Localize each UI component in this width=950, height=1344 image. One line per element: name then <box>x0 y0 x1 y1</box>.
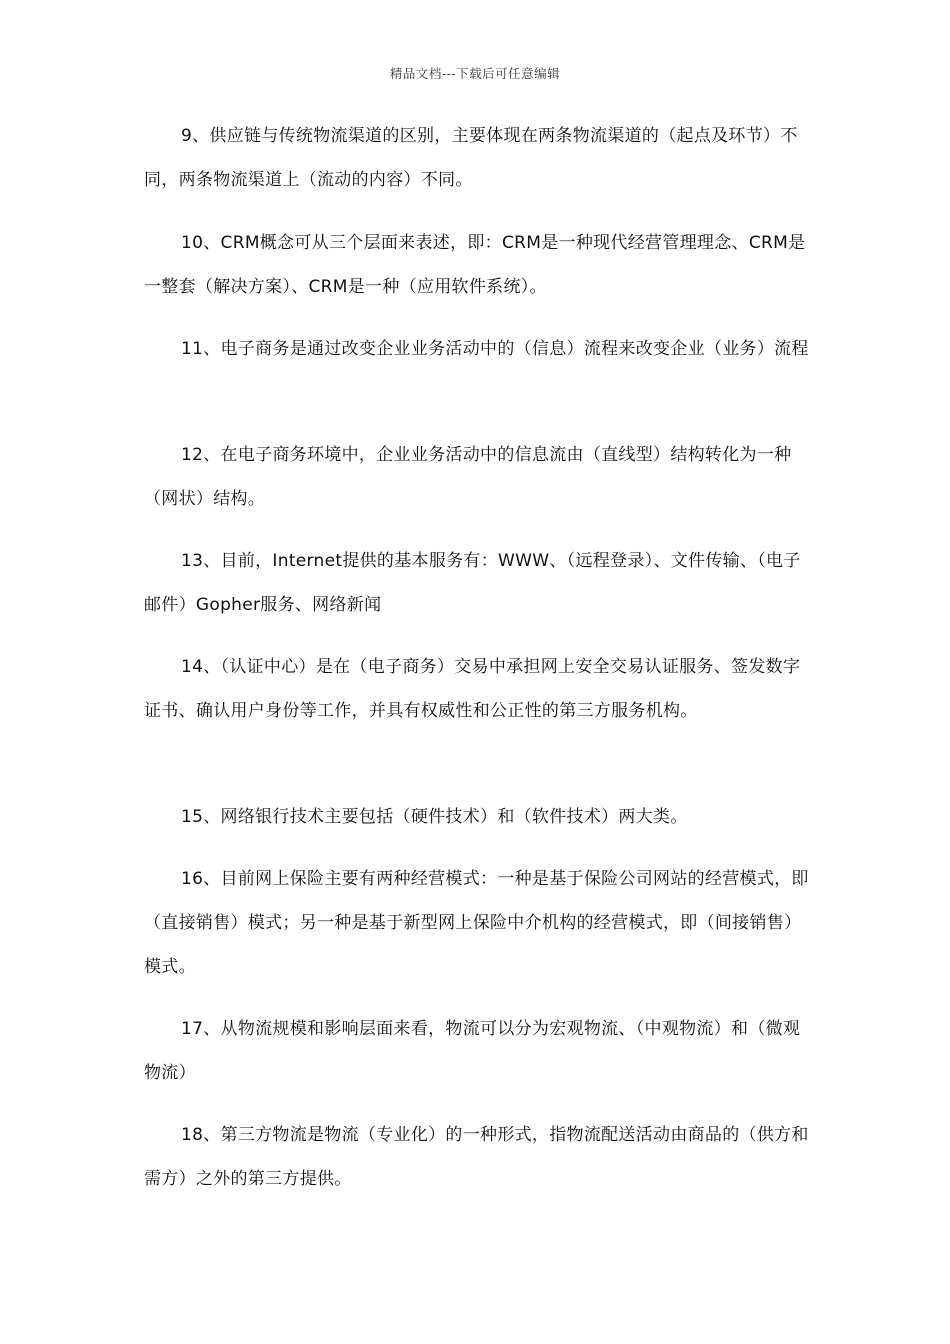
paragraph-12: 12、在电子商务环境中，企业业务活动中的信息流由（直线型）结构转化为一种（网状）结构。 <box>144 445 792 509</box>
paragraph-10: 10、CRM概念可从三个层面来表述，即：CRM是一种现代经营管理理念、CRM是一整套（解决方案）、CRM是一种（应用软件系统）。 <box>144 233 806 297</box>
paragraph-14: 14、（认证中心）是在（电子商务）交易中承担网上安全交易认证服务、签发数字证书、确认用户身份等工作，并具有权威性和公正性的第三方服务机构。 <box>144 657 801 721</box>
paragraph-13: 13、目前，Internet提供的基本服务有：WWW、（远程登录）、文件传输、（电子邮件）Gopher服务、网络新闻 <box>144 551 801 615</box>
paragraph-11: 11、电子商务是通过改变企业业务活动中的（信息）流程来改变企业（业务）流程 <box>181 339 809 359</box>
paragraph-15: 15、网络银行技术主要包括（硬件技术）和（软件技术）两大类。 <box>181 807 688 827</box>
page-header: 精品文档---下载后可任意编辑 <box>389 66 561 81</box>
paragraph-16: 16、目前网上保险主要有两种经营模式：一种是基于保险公司网站的经营模式，即（直接销售）模式；另一种是基于新型网上保险中介机构的经营模式，即（间接销售）模式。 <box>144 869 809 977</box>
paragraph-17: 17、从物流规模和影响层面来看，物流可以分为宏观物流、（中观物流）和（微观物流） <box>144 1019 801 1083</box>
paragraph-18: 18、第三方物流是物流（专业化）的一种形式，指物流配送活动由商品的（供方和需方）之外的第三方提供。 <box>144 1125 809 1189</box>
paragraph-9: 9、供应链与传统物流渠道的区别，主要体现在两条物流渠道的（起点及环节）不同，两条物流渠道上（流动的内容）不同。 <box>144 126 798 190</box>
